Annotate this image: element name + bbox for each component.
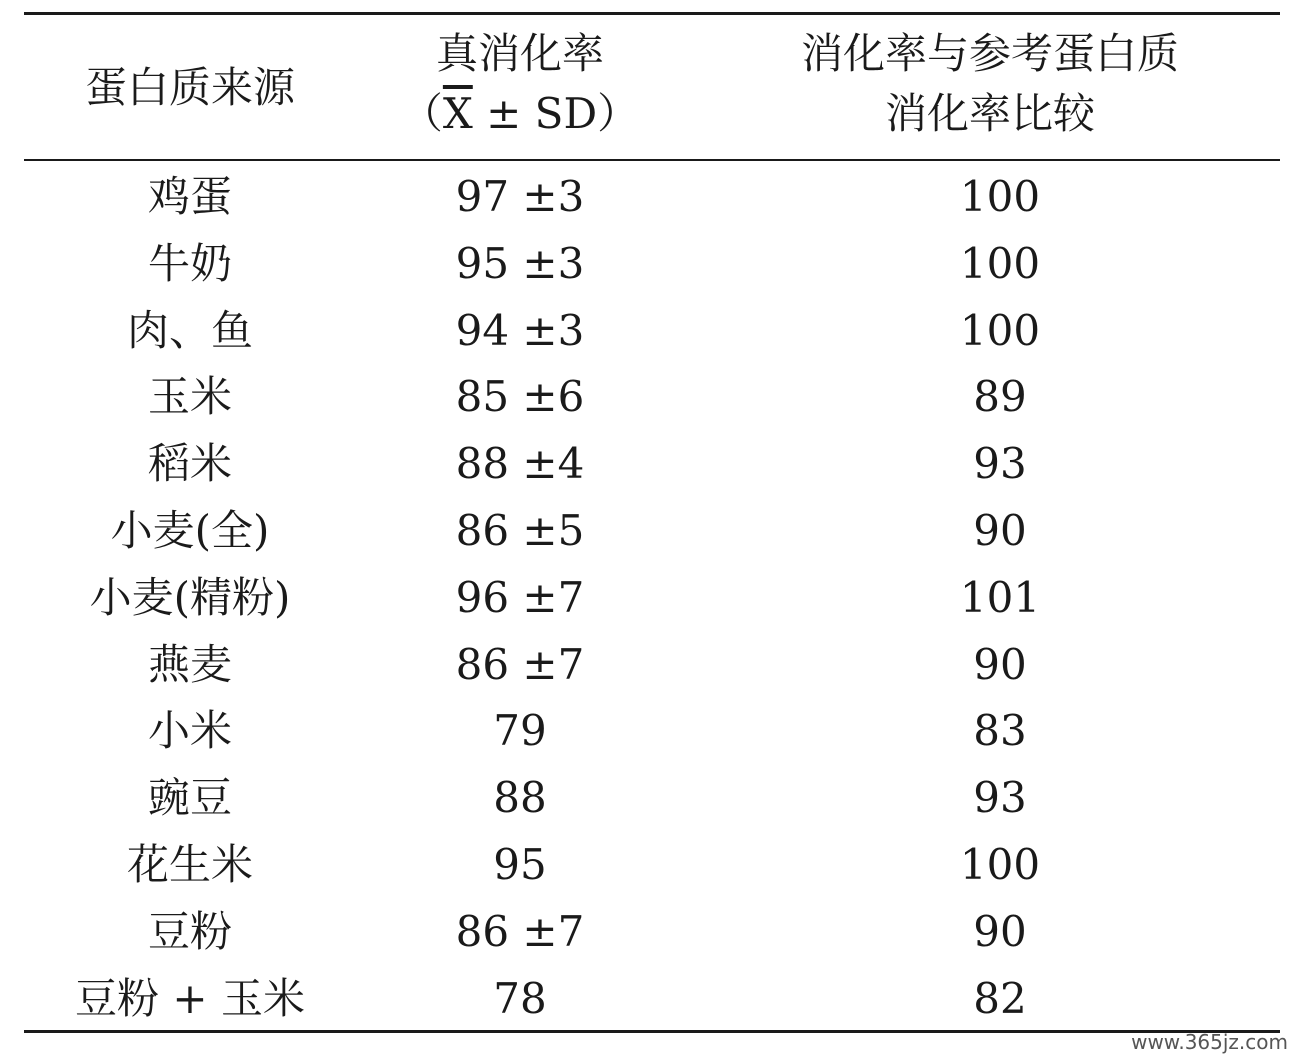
table-row [0,431,1304,498]
watermark: www.365jz.com [1131,1030,1288,1054]
table-row [0,832,1304,899]
table-row [0,498,1304,565]
cell-source: 牛奶 [147,238,232,288]
cell-comparison: 100 [959,839,1041,889]
cell-comparison: 83 [973,706,1027,756]
cell-digestibility: 86 ±5 [455,505,585,555]
table-row [0,164,1304,231]
cell-source: 小麦(全) [110,505,270,555]
table-body [0,164,1304,1032]
cell-source: 肉、鱼 [126,305,253,355]
table-bottom-rule [24,1030,1280,1033]
table-row [0,565,1304,632]
cell-comparison: 100 [959,305,1041,355]
cell-source: 豌豆 [147,773,232,823]
cell-comparison: 90 [973,505,1027,555]
cell-source: 小米 [147,706,232,756]
cell-source: 燕麦 [147,639,232,689]
table-row [0,632,1304,699]
table-row [0,698,1304,765]
cell-digestibility: 88 [493,773,547,823]
cell-comparison: 90 [973,639,1027,689]
cell-comparison: 93 [973,439,1027,489]
table-row [0,364,1304,431]
cell-source: 稻米 [147,439,232,489]
table-row [0,298,1304,365]
cell-comparison: 90 [973,906,1027,956]
cell-digestibility: 95 [493,839,547,889]
table-row [0,231,1304,298]
cell-digestibility: 85 ±6 [455,372,585,422]
header-true-digestibility: 真消化率 $(\overline{X} \pm SD)$ [400,29,640,138]
header-divider-rule [24,159,1280,161]
cell-source: 鸡蛋 [147,172,232,221]
table-row [0,765,1304,832]
cell-digestibility: 79 [493,706,547,756]
cell-comparison: 101 [959,572,1041,622]
cell-digestibility: 95 ±3 [455,238,585,288]
cell-source: 玉米 [147,372,232,422]
cell-digestibility: 78 [493,973,547,1023]
cell-digestibility: 86 ±7 [455,639,585,689]
cell-digestibility: 88 ±4 [455,439,585,489]
cell-digestibility: 86 ±7 [455,906,585,956]
cell-comparison: 100 [959,238,1041,288]
table-row [0,899,1304,966]
cell-comparison: 82 [973,973,1027,1023]
header-protein-source: 蛋白质来源 [84,63,295,112]
cell-comparison: 93 [973,773,1027,823]
cell-source: 豆粉 [147,906,232,956]
cell-source: 豆粉 + 玉米 [75,973,305,1023]
table-top-rule [24,12,1280,15]
cell-digestibility: 97 ±3 [455,172,585,221]
table-row [0,966,1304,1033]
mean-symbol: $\overline{X}$ [442,89,473,138]
cell-digestibility: 96 ±7 [455,572,585,622]
cell-source: 小麦(精粉) [89,572,291,622]
cell-comparison: 89 [973,372,1027,422]
cell-digestibility: 94 ±3 [455,305,585,355]
cell-comparison: 100 [959,172,1041,221]
header-comparison: 消化率与参考蛋白质 消化率比较 [800,29,1179,138]
cell-source: 花生米 [126,839,253,889]
